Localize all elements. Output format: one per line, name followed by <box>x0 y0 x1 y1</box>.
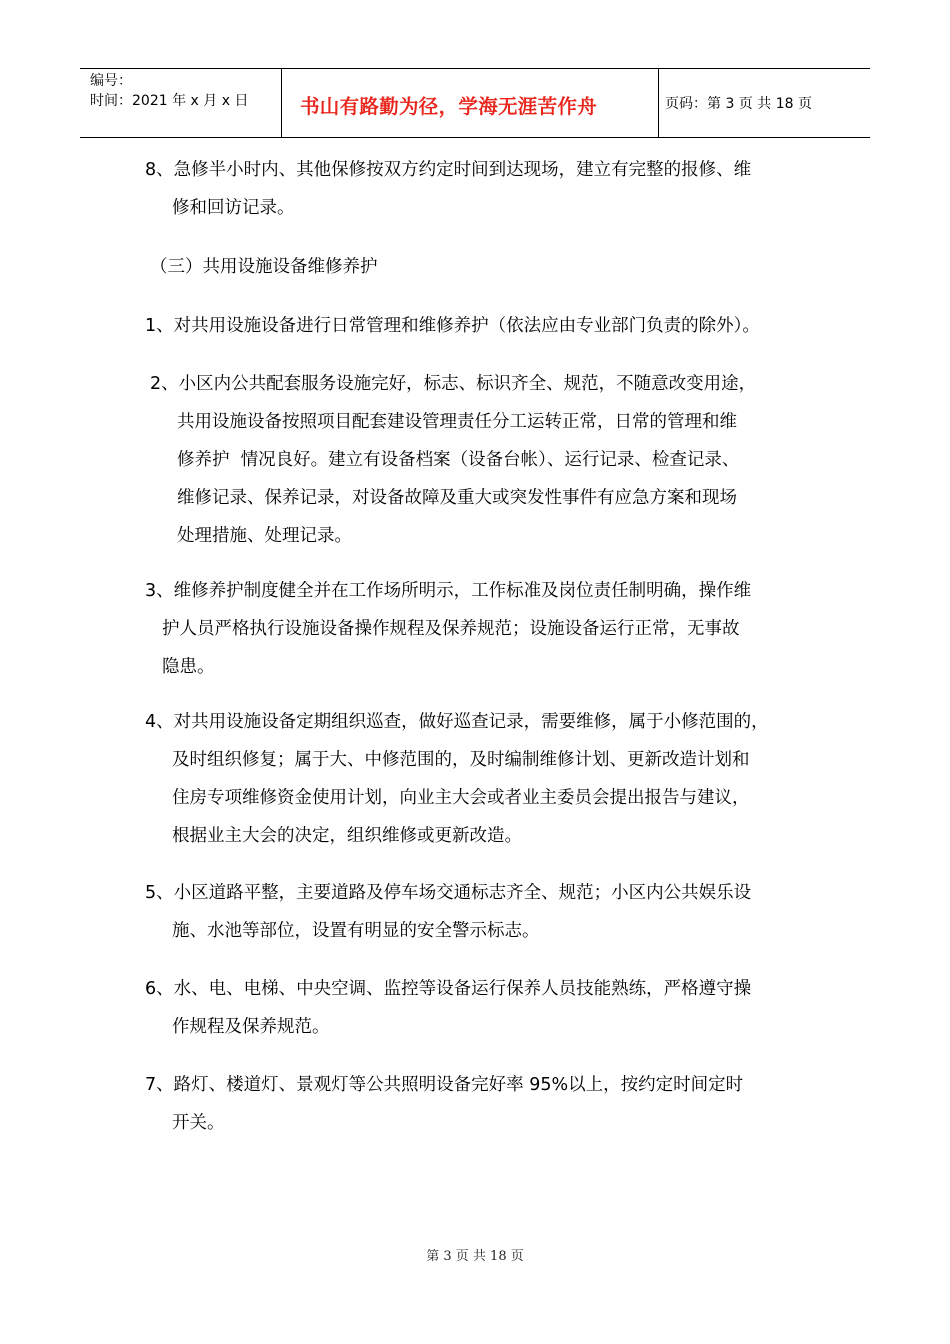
item-line: 共用设施设备按照项目配套建设管理责任分工运转正常，日常的管理和维 <box>177 412 737 432</box>
item-line: 维修记录、保养记录，对设备故障及重大或突发性事件有应急方案和现场 <box>177 488 737 508</box>
item-line: 修养护 情况良好。建立有设备档案（设备台帐）、运行记录、检查记录、 <box>177 450 740 470</box>
header-motto-cell <box>281 69 659 137</box>
header-page-info: 页码：第 3 页 共 18 页 <box>665 96 812 112</box>
list-item <box>145 970 751 1046</box>
list-item <box>145 151 751 227</box>
item-line: 住房专项维修资金使用计划，向业主大会或者业主委员会提出报告与建议， <box>172 788 750 808</box>
date-label: 时间：2021 年 x 月 x 日 <box>90 93 249 109</box>
item-line: 及时组织修复；属于大、中修范围的，及时编制维修计划、更新改造计划和 <box>172 750 750 770</box>
header-meta <box>80 69 281 137</box>
item-line: 1、对共用设施设备进行日常管理和维修养护（依法应由专业部门负责的除外）。 <box>145 316 760 336</box>
list-item <box>150 365 756 555</box>
item-line: 6、水、电、电梯、中央空调、监控等设备运行保养人员技能熟练，严格遵守操 <box>145 979 752 999</box>
item-line: 4、对共用设施设备定期组织巡查，做好巡查记录，需要维修，属于小修范围的， <box>145 712 769 732</box>
list-item <box>145 307 760 345</box>
item-line: 2、小区内公共配套服务设施完好，标志、标识齐全、规范，不随意改变用途， <box>150 374 757 394</box>
item-line: 处理措施、处理记录。 <box>177 526 352 546</box>
page-footer: 第 3 页 共 18 页 <box>426 1249 524 1264</box>
item-line: 3、维修养护制度健全并在工作场所明示，工作标准及岗位责任制明确，操作维 <box>145 581 752 601</box>
item-line: 8、急修半小时内、其他保修按双方约定时间到达现场，建立有完整的报修、维 <box>145 160 752 180</box>
list-item <box>145 874 751 950</box>
header-motto: 书山有路勤为径，学海无涯苦作舟 <box>300 95 598 118</box>
page-header <box>80 68 870 138</box>
item-line: 作规程及保养规范。 <box>172 1017 330 1037</box>
item-line: 5、小区道路平整，主要道路及停车场交通标志齐全、规范；小区内公共娱乐设 <box>145 883 752 903</box>
list-item <box>145 1066 743 1142</box>
section-heading <box>150 248 378 286</box>
item-line: 护人员严格执行设施设备操作规程及保养规范；设施设备运行正常，无事故 <box>162 619 740 639</box>
serial-label: 编号： <box>90 73 132 89</box>
item-line: 开关。 <box>172 1113 225 1133</box>
item-line: 7、路灯、楼道灯、景观灯等公共照明设备完好率 95%以上，按约定时间定时 <box>145 1075 744 1095</box>
item-line: 施、水池等部位，设置有明显的安全警示标志。 <box>172 921 540 941</box>
item-line: 隐患。 <box>162 657 215 677</box>
section-heading-text: （三）共用设施设备维修养护 <box>150 257 378 277</box>
list-item <box>145 572 751 686</box>
item-line: 修和回访记录。 <box>172 198 295 218</box>
list-item <box>145 703 769 855</box>
item-line: 根据业主大会的决定，组织维修或更新改造。 <box>172 826 522 846</box>
